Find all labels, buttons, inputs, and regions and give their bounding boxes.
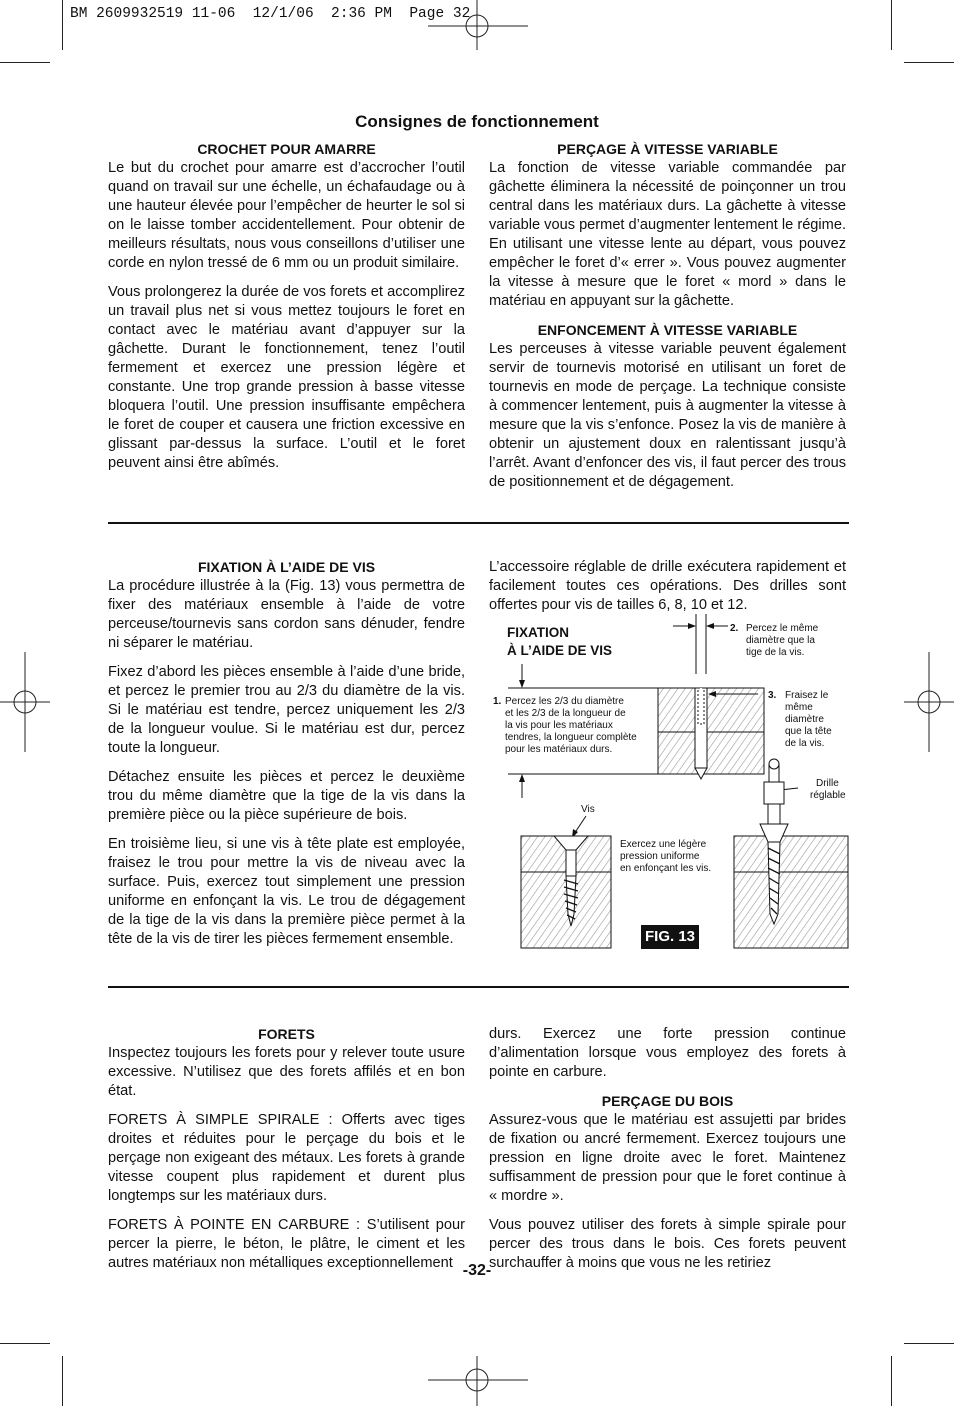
heading-crochet: CROCHET POUR AMARRE: [197, 141, 376, 157]
paragraph: Détachez ensuite les pièces et percez le deuxième trou du même diamètre que la tige de la vis dans la première pièce ou la pièce supérieure de bois.: [108, 769, 465, 823]
heading-percage-vitesse: PERÇAGE À VITESSE VARIABLE: [557, 141, 778, 157]
crop-mark: [62, 0, 63, 50]
step-1-caption-line: et les 2/3 de la longueur de: [505, 708, 626, 719]
section3-left-column: [108, 1025, 465, 1283]
paragraph: La fonction de vitesse variable commandée par gâchette éliminera la nécessité de poinçonner un trou central dans les matériaux durs. La gâchette à vitesse variable vous permet d’augmenter lentement le régime. En utilisant une vitesse lente au départ, vous pouvez empêcher le foret d’« errer ». Vous pouvez augmenter la vitesse à mesure que le foret « mord » dans le matériau en appuyant sur la gâchette.: [489, 160, 846, 309]
figure-13: [488, 614, 850, 956]
vis-label: Vis: [581, 804, 595, 815]
paragraph: La procédure illustrée à la (Fig. 13) vous permettra de fixer des matériaux ensemble à l’aide de votre perceuse/tournevis sans cordon sans dénuder, fendre ni séparer le matériau.: [108, 578, 465, 651]
section1-left-column: [108, 140, 465, 483]
paragraph: Le but du crochet pour amarre est d’accrocher l’outil quand on travail sur une échelle, un échafaudage ou à une hauteur élevée pour l’empêcher de heurter le sol si on le laisse tomber accidentellement. Pour obtenir de meilleurs résultats, nous vous conseillons d’utiliser une corde en nylon tressé de 6 mm ou un produit similaire.: [108, 160, 465, 271]
registration-mark-right: [904, 652, 954, 752]
wood-block-upper: [658, 688, 764, 774]
step-3-caption-line: Fraisez le: [785, 690, 829, 701]
exercez-caption-line: en enfonçant les vis.: [620, 863, 712, 874]
figure-title-line1: FIXATION: [507, 625, 569, 640]
crop-mark: [904, 62, 954, 63]
print-slug: BM 2609932519 11-06 12/1/06 2:36 PM Page 32: [70, 6, 471, 22]
registration-mark-left: [0, 652, 50, 752]
crop-mark: [62, 1356, 63, 1406]
drille-collar: [764, 782, 784, 804]
crop-mark: [0, 1343, 50, 1344]
figure-13-illustration: [488, 614, 850, 956]
step-1-caption-line: Percez les 2/3 du diamètre: [505, 696, 624, 707]
heading-forets: FORETS: [258, 1026, 315, 1042]
step-2-caption-line: Percez le même: [746, 623, 819, 634]
section-divider: [108, 522, 849, 524]
section-divider: [108, 986, 849, 988]
crop-mark: [904, 1343, 954, 1344]
screw-shank: [566, 850, 576, 876]
section1-right-column: [489, 140, 846, 502]
registration-mark-bottom: [428, 1356, 528, 1406]
step-3-caption-line: diamètre: [785, 714, 824, 725]
exercez-caption-line: pression uniforme: [620, 851, 700, 862]
step-2-caption-line: diamètre que la: [746, 635, 815, 646]
paragraph: Fixez d’abord les pièces ensemble à l’aide d’une bride, et percez le premier trou au 2/3 du diamètre de la vis. Si le matériau est tendre, percez uniquement les 2/3 de la longueur voulue. Si le matériau est dur, percez toute la longueur.: [108, 664, 465, 756]
step-1-caption-line: la vis pour les matériaux: [505, 720, 613, 731]
step-2-caption-line: tige de la vis.: [746, 647, 805, 658]
paragraph: Inspectez toujours les forets pour y relever toute usure excessive. N’utilisez que des forets affilés et en bon état.: [108, 1045, 465, 1099]
step-2-number: 2.: [730, 623, 739, 634]
drille-caption-line: Drille: [816, 778, 839, 789]
heading-enfoncement: ENFONCEMENT À VITESSE VARIABLE: [537, 322, 798, 338]
paragraph: L’accessoire réglable de drille exécutera rapidement et facilement toutes ces opérations. Des drilles sont offertes pour vis de tailles 6, 8, 10 et 12.: [489, 559, 846, 613]
exercez-caption-line: Exercez une légère: [620, 839, 707, 850]
paragraph: Vous prolongerez la durée de vos forets et accomplirez un travail plus net si vous mettez toujours le foret en contact avec le matériau avant d’appuyer sur la gâchette. Durant le fonctionnement, tenez l’outil fermement et exercez une pression légère et constante. Une trop grande pression à basse vitesse bloquera l’outil. Une pression insuffisante empêchera le foret de couper et causera une friction excessive en glissant par-dessus la surface. L’outil et le foret peuvent ainsi être abîmés.: [108, 284, 465, 471]
paragraph: Assurez-vous que le matériau est assujetti par brides de fixation ou ancré fermement. Exercez toujours une pression en ligne droite avec le foret. Maintenez suffisamment de pression pour que le foret continue à « mordre ».: [489, 1112, 846, 1204]
paragraph: Les perceuses à vitesse variable peuvent également servir de tournevis motorisé en utilisant un foret de tournevis en mode de perçage. La technique consiste à commencer lentement, puis à augmenter la vitesse à mesure que la vis s’enfonce. Posez la vis de manière à obtenir un ajustement doux en ralentissant jusqu’à l’arrêt. Avant d’enfoncer des vis, il faut percer des trous de positionnement et de dégagement.: [489, 341, 846, 490]
drille-caption-line: réglable: [810, 790, 846, 801]
paragraph: En troisième lieu, si une vis à tête plate est employée, fraisez le trou pour mettre la vis de niveau avec la surface. Puis, exercez tout simplement une pression uniforme en enfonçant la vis. Le trou de dégagement de la tige de la vis dans la première pièce permet à la tête de la vis de tirer les pièces fermement ensemble.: [108, 836, 465, 947]
step-3-caption-line: même: [785, 702, 813, 713]
page-title: Consignes de fonctionnement: [355, 112, 599, 131]
section3-right-column: [489, 1025, 846, 1283]
step-3-caption-line: de la vis.: [785, 738, 825, 749]
step-1-caption-line: tendres, la longueur complète: [505, 732, 637, 743]
heading-fixation: FIXATION À L’AIDE DE VIS: [197, 559, 376, 575]
step-1-number: 1.: [493, 696, 502, 707]
wood-block-drille: [734, 836, 848, 948]
page-number: -32-: [462, 1262, 492, 1279]
heading-percage-bois: PERÇAGE DU BOIS: [601, 1093, 734, 1109]
figure-title-line2: À L’AIDE DE VIS: [507, 643, 613, 658]
paragraph: durs. Exercez une forte pression continue d’alimentation lorsque vous employez des forets à pointe en carbure.: [489, 1026, 846, 1080]
paragraph: FORETS À SIMPLE SPIRALE : Offerts avec tiges droites et réduites pour le perçage du bois et le perçage non exigeant des métaux. Les forets à grande vitesse coupent plus rapidement et durent plus longtemps sur les matériaux durs.: [108, 1112, 465, 1204]
paragraph: Vous pouvez utiliser des forets à simple spirale pour percer des trous dans le bois. Ces forets peuvent surchauffer à moins que vous ne les retiriez: [489, 1217, 846, 1271]
crop-mark: [891, 1356, 892, 1406]
section2-left-column: [108, 558, 465, 959]
step-3-caption-line: que la tête: [785, 726, 832, 737]
figure-label: FIG. 13: [641, 925, 699, 949]
crop-mark: [0, 62, 50, 63]
step-1-caption-line: pour les matériaux durs.: [505, 744, 613, 755]
step-3-number: 3.: [768, 690, 777, 701]
crop-mark: [891, 0, 892, 50]
paragraph: FORETS À POINTE EN CARBURE : S’utilisent pour percer la pierre, le béton, le plâtre, le ciment et les autres matériaux non métalliques exceptionnellement: [108, 1217, 465, 1271]
